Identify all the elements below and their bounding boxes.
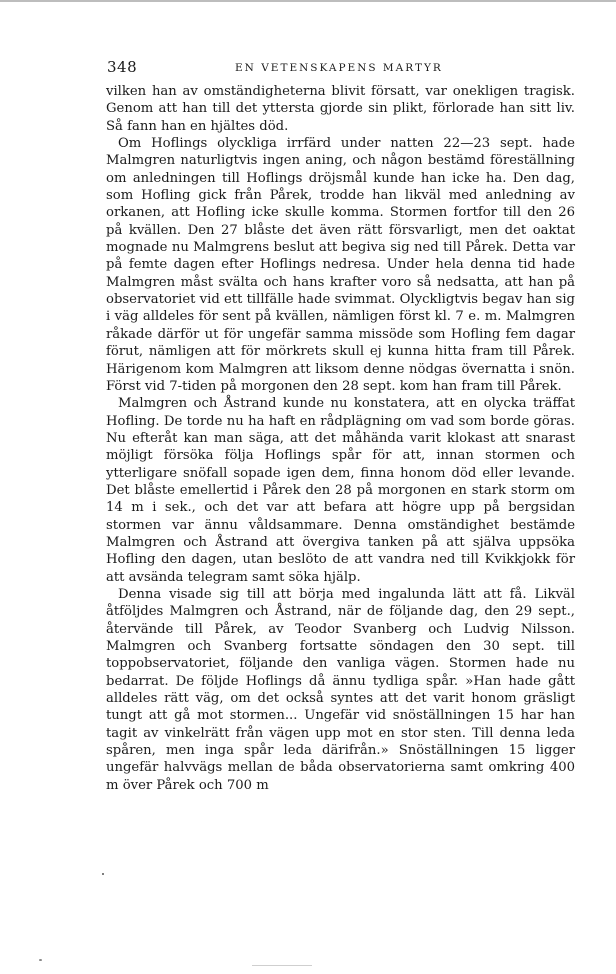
print-speck (39, 959, 42, 961)
print-speck (102, 873, 104, 875)
paragraph-continuation: vilken han av omständigheterna blivit försatt, var onekligen tragisk. Genom att han till det yttersta gjorde sin plikt, förlorade han sitt liv. Så fann han en hjältes död. (106, 84, 575, 134)
paragraph-search-party: Denna visade sig till att börja med ingalunda lätt att få. Likväl åtföljdes Malmgren och Åstrand, när de följande dag, den 29 sept., återvände till Pårek, av Teodor Svanberg och Ludvig Nilsson. Malmgren och Svanberg fortsatte söndagen den 30 sept. till toppobservatoriet, följande den vanliga vägen. Stormen hade nu bedarrat. De följde Hoflings då ännu tydliga spår. »Han hade gått alldeles rätt väg, om det också syntes att det varit honom gräsligt tungt att gå mot stormen... Ungefär vid snöställningen 15 har han tagit av vinkelrätt från vägen upp mot en stor sten. Till denna leda spåren, men inga spår leda därifrån.» Snöställningen 15 ligger ungefär halvvägs mellan de båda observatorierna samt omkring 400 m över Pårek och 700 m (106, 586, 575, 793)
running-title: EN VETENSKAPENS MARTYR (235, 62, 443, 74)
top-edge-rule (0, 0, 616, 2)
page-number: 348 (107, 58, 138, 76)
page-header (100, 58, 580, 82)
faint-bleed-through-line (252, 965, 312, 966)
body-text (106, 83, 575, 794)
paragraph-hofling-irrfard: Om Hoflings olyckliga irrfärd under natten 22—23 sept. hade Malmgren naturligtvis ingen aning, och någon bestämd föreställning om anledningen till Hoflings dröjsmål kunde han icke ha. Den dag, som Hofling gick från Pårek, trodde han likväl med anledning av orkanen, att Hofling icke skulle komma. Stormen fortfor till den 26 på kvällen. Den 27 blåste det även rätt försvarligt, men det oaktat mognade nu Malmgrens beslut att begiva sig ned till Pårek. Detta var på femte dagen efter Hoflings nedresa. Under hela denna tid hade Malmgren måst svälta och hans krafter voro så nedsatta, att han på observatoriet vid ett tillfälle hade svimmat. Olyckligtvis begav han sig i väg alldeles för sent på kvällen, nämligen först kl. 7 e. m. Malmgren råkade därför ut för ungefär samma missöde som Hofling fem dagar förut, nämligen att för mörkrets skull ej kunna hitta fram till Pårek. Härigenom kom Malmgren att liksom denne nödgas övernatta i snön. Först vid 7-tiden på morgonen den 28 sept. kom han fram till Pårek. (106, 136, 575, 394)
paragraph-malmgren-astrand: Malmgren och Åstrand kunde nu konstatera, att en olycka träffat Hofling. De torde nu ha haft en rådplägning om vad som borde göras. Nu efteråt kan man säga, att det måhända varit klokast att snarast möjligt försöka följa Hoflings spår för att, innan stormen och ytterligare snöfall sopade igen dem, finna honom död eller levande. Det blåste emellertid i Pårek den 28 på morgonen en stark storm om 14 m i sek., och det var att befara att högre upp på bergsidan stormen var ännu våldsammare. Denna omständighet bestämde Malmgren och Åstrand att övergiva tanken på att själva uppsöka Hofling den dagen, utan beslöto de att vandra ned till Kvikkjokk för att avsända telegram samt söka hjälp. (106, 396, 575, 585)
